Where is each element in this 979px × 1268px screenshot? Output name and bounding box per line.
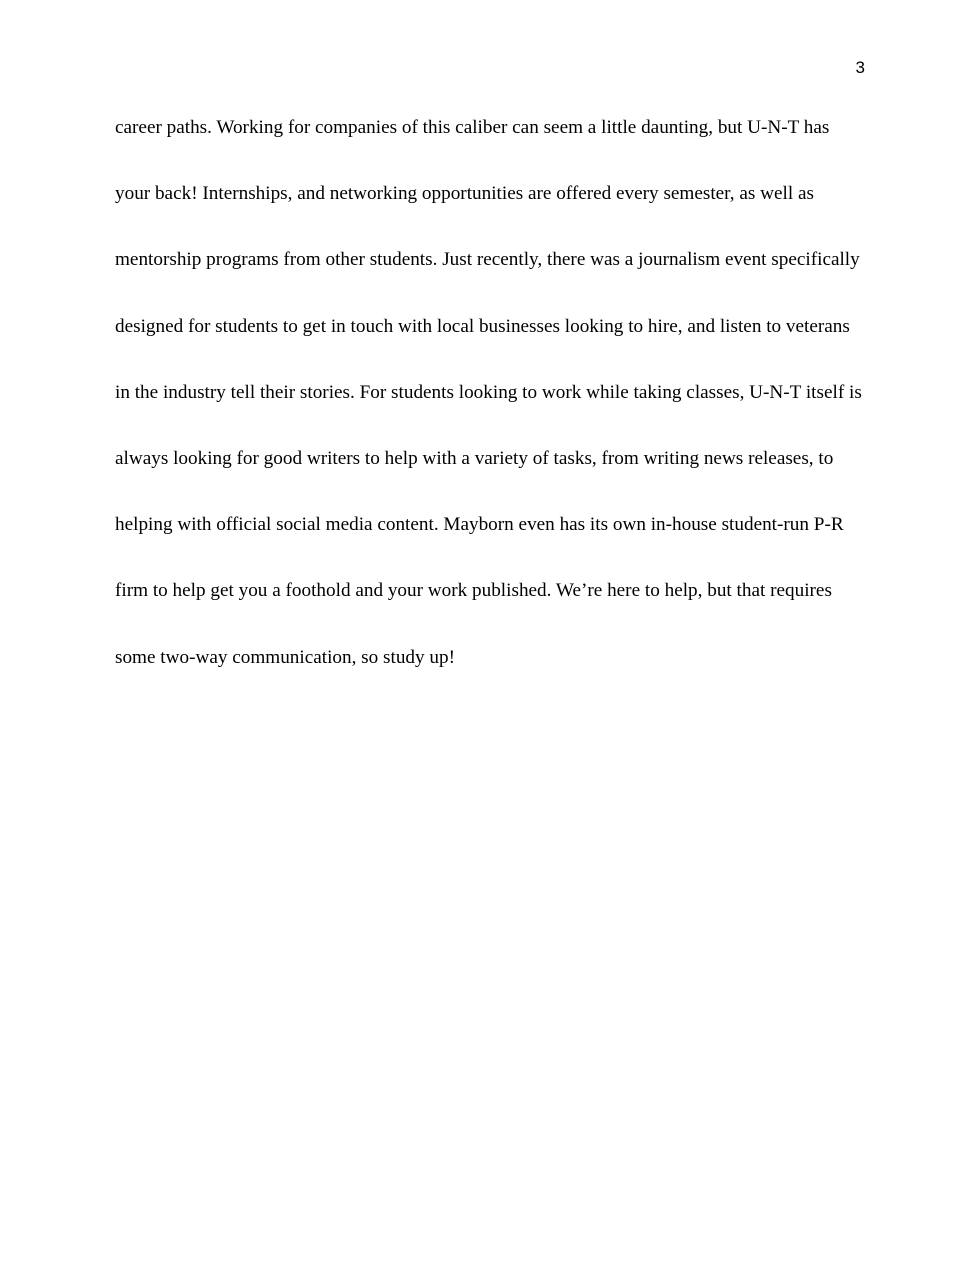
text-line: helping with official social media content. Mayborn even has its own in-house student-run P-R — [115, 514, 844, 536]
text-line: some two-way communication, so study up! — [115, 646, 455, 668]
page-number: 3 — [855, 58, 865, 77]
body-paragraph — [115, 113, 875, 709]
text-line: firm to help get you a foothold and your work published. We’re here to help, but that requires — [115, 580, 832, 602]
text-line: in the industry tell their stories. For students looking to work while taking classes, U-N-T itself is — [115, 381, 862, 403]
text-line: designed for students to get in touch with local businesses looking to hire, and listen to veterans — [115, 315, 850, 337]
text-line: your back! Internships, and networking opportunities are offered every semester, as well as — [115, 183, 814, 205]
text-line: always looking for good writers to help with a variety of tasks, from writing news releases, to — [115, 447, 834, 469]
text-line: mentorship programs from other students. Just recently, there was a journalism event specifically — [115, 249, 860, 271]
text-line: career paths. Working for companies of this caliber can seem a little daunting, but U-N-T has — [115, 117, 830, 138]
